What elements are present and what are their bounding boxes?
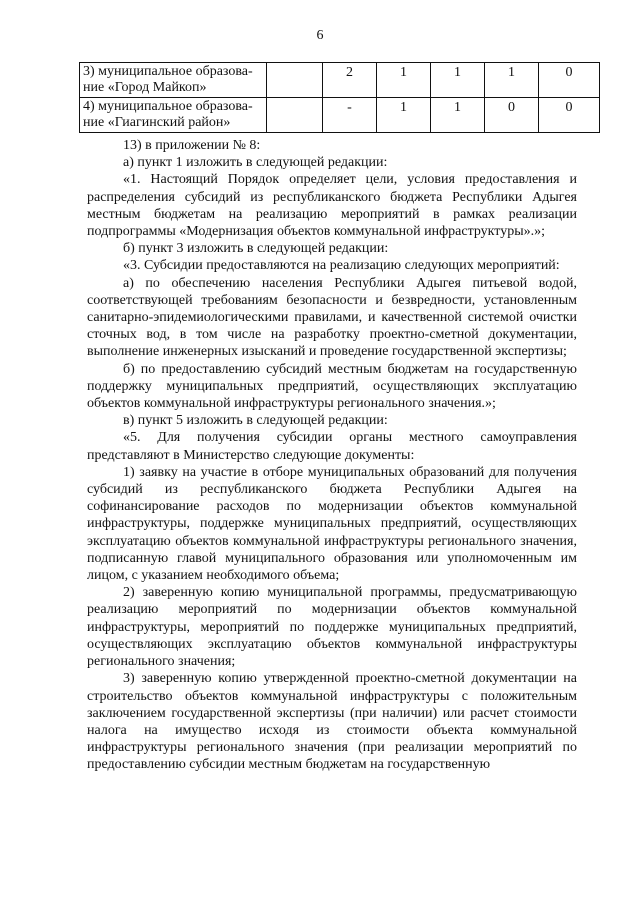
table-cell: 0 [539, 63, 600, 98]
table-cell: 0 [539, 98, 600, 133]
paragraph: «1. Настоящий Порядок определяет цели, условия предоставления и распределения субсидий из республиканского бюджета Республики Адыгея местным бюджетам на реализацию мероприятий в рамках реализации подпрограммы «Модернизация объектов коммунальной инфраструктуры».»; [87, 172, 577, 240]
table-row [80, 63, 600, 98]
paragraph: а) по обеспечению населения Республики Адыгея питьевой водой, соответствующей требованиям безопасности и безвредности, установленным санитарно-эпидемиологическими правилами, и качественной системой очистки сточных вод, в том числе на разработку проектно-сметной документации, выполнение инженерных изысканий и проведение государственной экспертизы; [87, 275, 577, 360]
table-cell [267, 98, 323, 133]
table-cell: 1 [377, 98, 431, 133]
paragraph: 1) заявку на участие в отборе муниципальных образований для получения субсидий из республиканского бюджета Республики Адыгея на софинансирование расходов по модернизации объектов коммунальной инфраструктуры, поддержке муниципальных предприятий, осуществляющих эксплуатацию объектов коммунальной инфраструктуры регионального значения, подписанную главой муниципального образования или уполномоченным им лицом, с указанием необходимого объема; [87, 464, 577, 584]
table-row [80, 98, 600, 133]
table-cell: 2 [323, 63, 377, 98]
paragraph: в) пункт 5 изложить в следующей редакции: [123, 413, 388, 429]
paragraph: «3. Субсидии предоставляются на реализацию следующих мероприятий: [123, 258, 560, 274]
table-cell: 1 [377, 63, 431, 98]
paragraph: 13) в приложении № 8: [123, 138, 261, 153]
table-cell-label: 3) муниципальное образова-ние «Город Майкоп» [80, 63, 267, 98]
paragraph: «5. Для получения субсидии органы местного самоуправления представляют в Министерство следующие документы: [87, 430, 577, 463]
table-cell: 1 [485, 63, 539, 98]
paragraph: б) пункт 3 изложить в следующей редакции: [123, 241, 389, 257]
subsidy-table [79, 62, 600, 133]
paragraph: а) пункт 1 изложить в следующей редакции: [123, 155, 388, 171]
table-cell: 0 [485, 98, 539, 133]
document-body [87, 137, 577, 774]
page-number: 6 [316, 28, 324, 43]
paragraph: 2) заверенную копию муниципальной программы, предусматривающую реализацию мероприятий по модернизации объектов коммунальной инфраструктуры, мероприятий по поддержке муниципальных предприятий, осуществляющих эксплуатацию объектов коммунальной инфраструктуры регионального значения; [87, 585, 577, 670]
paragraph: 3) заверенную копию утвержденной проектно-сметной документации на строительство объектов коммунальной инфраструктуры с положительным заключением государственной экспертизы (при наличии) или расчет стоимости налога на имущество исходя из стоимости объекта коммунальной инфраструктуры регионального значения (при реализации мероприятий по предоставлению субсидии местным бюджетам на государственную [87, 671, 577, 773]
table-cell: 1 [431, 98, 485, 133]
table-cell: - [323, 98, 377, 133]
table-cell [267, 63, 323, 98]
table-cell: 1 [431, 63, 485, 98]
table-cell-label: 4) муниципальное образова-ние «Гиагинский район» [80, 98, 267, 133]
paragraph: б) по предоставлению субсидий местным бюджетам на государственную поддержку муниципальных предприятий, осуществляющих эксплуатацию объектов коммунальной инфраструктуры регионального значения.»; [87, 361, 577, 412]
